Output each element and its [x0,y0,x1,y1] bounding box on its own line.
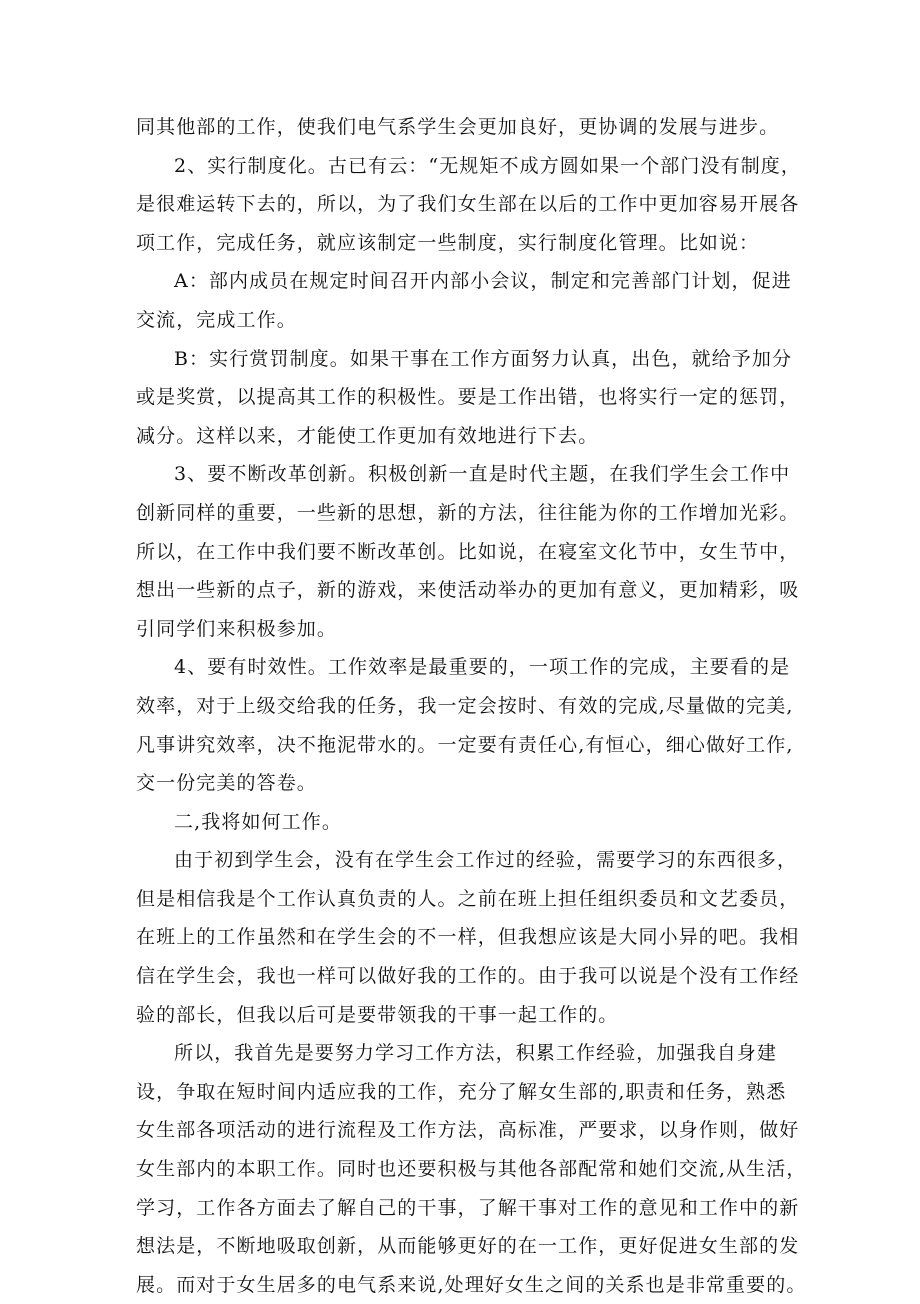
text-line: 所以，我首先是要努力学习工作方法，积累工作经验，加强我自身建 [174,1042,778,1065]
text-line: 但是相信我是个工作认真负责的人。之前在班上担任组织委员和文艺委员， [136,887,800,910]
text-line: 创新同样的重要，一些新的思想，新的方法，往往能为你的工作增加光彩。 [136,501,800,524]
paragraph-p0 [136,108,790,147]
text-line: B：实行赏罚制度。如果干事在工作方面努力认真，出色，就给予加分 [174,347,793,370]
text-line: A：部内成员在规定时间召开内部小会议，制定和完善部门计划，促进 [174,270,792,293]
text-line: 或是奖赏，以提高其工作的积极性。要是工作出错，也将实行一定的惩罚， [136,386,800,409]
text-line: 交一份完美的答卷。 [136,772,317,795]
paragraph-p8 [136,1034,807,1304]
paragraph-p7 [136,841,800,1034]
text-line: 由于初到学生会，没有在学生会工作过的经验，需要学习的东西很多， [174,849,798,872]
text-line: 验的部长，但我以后可是要带领我的干事一起工作的。 [136,1003,619,1026]
paragraph-p1 [136,147,802,263]
paragraph-p5 [136,648,794,802]
paragraph-p4 [136,455,800,648]
text-line: 项工作，完成任务，就应该制定一些制度，实行制度化管理。比如说： [136,231,760,254]
text-line: 设，争取在短时间内适应我的工作，充分了解女生部的,职责和任务，熟悉 [136,1080,787,1103]
paragraph-p2 [136,262,790,339]
text-line: 展。而对于女生居多的电气系来说,处理好女生之间的关系也是非常重要的。 [136,1273,807,1296]
text-line: 交流，完成工作。 [136,308,297,331]
text-line: 二,我将如何工作。 [174,810,342,833]
text-line: 效率，对于上级交给我的任务，我一定会按时、有效的完成,尽量做的完美, [136,694,794,717]
text-line: 想法是，不断地吸取创新，从而能够更好的在一工作，更好促进女生部的发 [136,1235,800,1258]
text-line: 4、要有时效性。工作效率是最重要的，一项工作的完成，主要看的是 [174,656,791,679]
text-line: 同其他部的工作，使我们电气系学生会更加良好，更协调的发展与进步。 [136,116,780,138]
text-line: 所以，在工作中我们要不断改革创。比如说，在寝室文化节中，女生节中， [136,540,800,563]
text-line: 信在学生会，我也一样可以做好我的工作的。由于我可以说是个没有工作经 [136,965,800,988]
text-line: 引同学们来积极参加。 [136,617,338,640]
paragraph-p3 [136,340,800,456]
text-line: 女生部各项活动的进行流程及工作方法，高标准，严要求，以身作则，做好 [136,1119,800,1142]
text-line: 女生部内的本职工作。同时也还要积极与其他各部配常和她们交流,从生活， [136,1158,807,1181]
text-line: 3、要不断改革创新。积极创新一直是时代主题，在我们学生会工作中 [174,463,791,486]
text-line: 凡事讲究效率，决不拖泥带水的。一定要有责任心,有恒心，细心做好工作, [136,733,794,756]
text-line: 减分。这样以来，才能使工作更加有效地进行下去。 [136,424,599,447]
text-line: 是很难运转下去的，所以，为了我们女生部在以后的工作中更加容易开展各 [136,193,800,216]
text-line: 学习，工作各方面去了解自己的干事，了解干事对工作的意见和工作中的新 [136,1196,800,1219]
paragraph-p6 [136,803,790,842]
text-line: 想出一些新的点子，新的游戏，来使活动举办的更加有意义，更加精彩，吸 [136,579,800,602]
text-line: 在班上的工作虽然和在学生会的不一样，但我想应该是大同小异的吧。我相 [136,926,800,949]
document-body [136,108,807,1304]
text-line: 2、实行制度化。古已有云：“无规矩不成方圆如果一个部门没有制度， [174,154,802,177]
